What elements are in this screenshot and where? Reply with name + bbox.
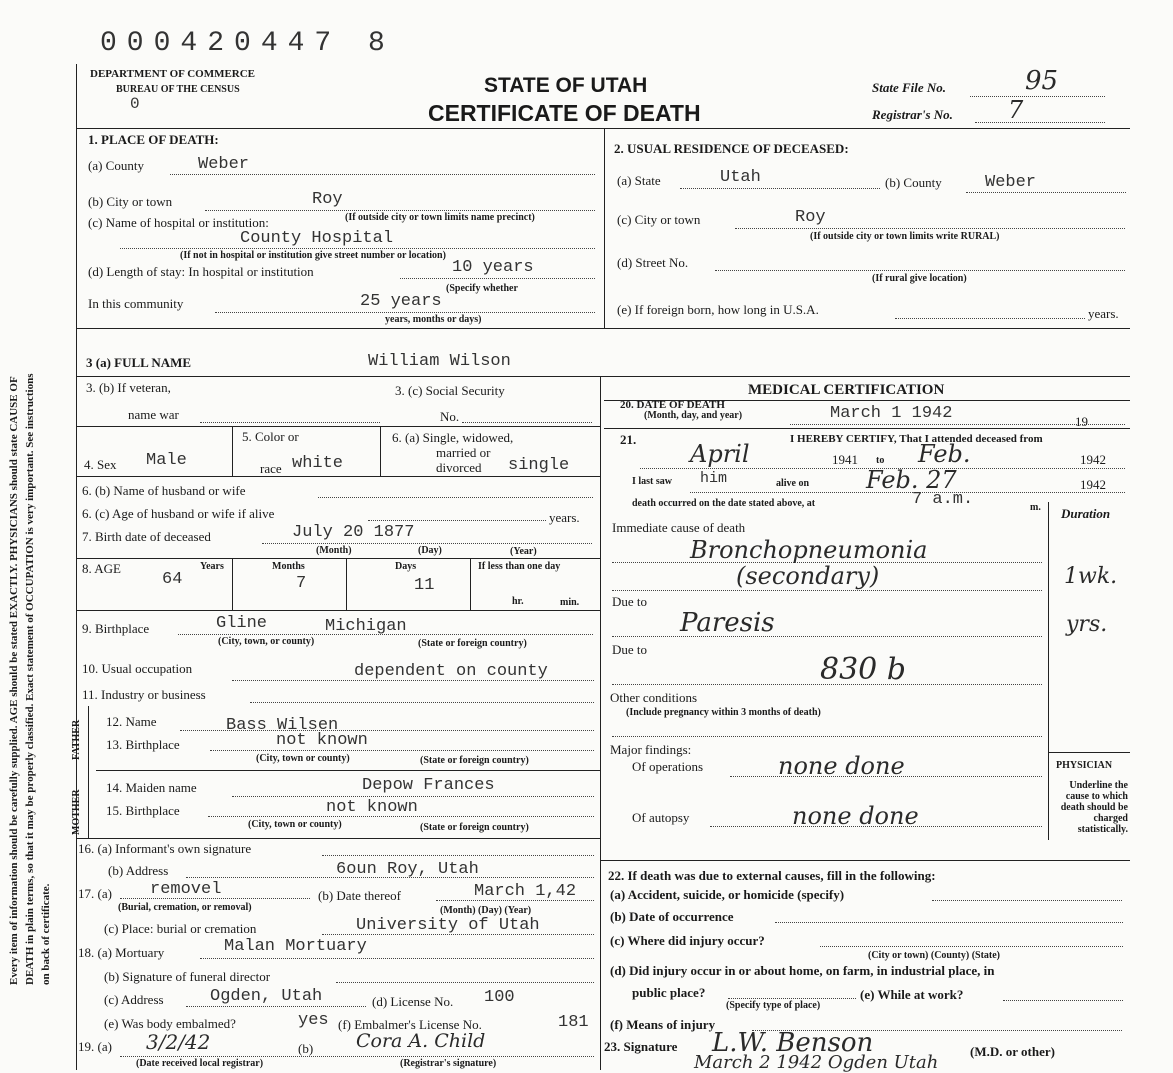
external-f: (f) Means of injury bbox=[610, 1017, 716, 1032]
mortuary-addr-value: Ogden, Utah bbox=[210, 987, 323, 1006]
serial-stamp: 000420447 8 bbox=[100, 28, 395, 59]
marital-label-3: divorced bbox=[436, 460, 482, 475]
marital-value: single bbox=[508, 456, 570, 475]
received-note: (Date received local registrar) bbox=[136, 1058, 264, 1069]
res-years: years. bbox=[1088, 306, 1119, 321]
due2-value: 830 b bbox=[820, 652, 907, 687]
age-years-value: 64 bbox=[162, 570, 183, 589]
war-label: name war bbox=[128, 407, 179, 422]
due1-label: Due to bbox=[612, 594, 648, 609]
side-instructions-2: DEATH in plain terms, so that it may be properly classified. Exact statement of OCCUPATION is very important. See instructions bbox=[24, 373, 36, 985]
mortuary-label: 18. (a) Mortuary bbox=[78, 945, 165, 960]
state-file-label: State File No. bbox=[872, 80, 947, 95]
mother-name-label: 14. Maiden name bbox=[106, 780, 197, 795]
county-label: (a) County bbox=[88, 158, 144, 173]
alive-date: Feb. 27 bbox=[866, 466, 957, 494]
signature-label: 23. Signature bbox=[604, 1039, 678, 1054]
ssn-no: No. bbox=[440, 409, 460, 424]
registrar-signature: Cora A. Child bbox=[356, 1030, 486, 1052]
dept-label: DEPARTMENT OF COMMERCE bbox=[90, 68, 256, 80]
birthplace-state-note: (State or foreign country) bbox=[418, 638, 527, 649]
marital-label-2: married or bbox=[436, 445, 491, 460]
dod-sub: (Month, day, and year) bbox=[644, 410, 743, 421]
occupation-value: dependent on county bbox=[354, 662, 548, 681]
father-name-label: 12. Name bbox=[106, 714, 157, 729]
other-conditions-label: Other conditions bbox=[610, 690, 698, 705]
community-label: In this community bbox=[88, 296, 184, 311]
dod-value: March 1 1942 bbox=[830, 404, 953, 423]
res-county-value: Weber bbox=[985, 173, 1037, 192]
certify-text: I HEREBY CERTIFY, That I attended deceased from bbox=[790, 433, 1043, 445]
informant-addr-value: 6oun Roy, Utah bbox=[336, 860, 479, 879]
hr-label: hr. bbox=[512, 596, 524, 607]
place-title: 1. PLACE OF DEATH: bbox=[88, 132, 219, 147]
father-bp-label: 13. Birthplace bbox=[106, 737, 180, 752]
attended-from: April bbox=[690, 440, 750, 468]
full-name-value: William Wilson bbox=[368, 352, 511, 371]
father-city-note: (City, town or county) bbox=[256, 753, 350, 764]
external-a: (a) Accident, suicide, or homicide (specify) bbox=[610, 887, 845, 902]
less-day-header: If less than one day bbox=[478, 561, 561, 572]
physician-tag: PHYSICIAN bbox=[1056, 760, 1113, 771]
death-time: 7 a.m. bbox=[912, 490, 974, 509]
res-state-label: (a) State bbox=[617, 173, 661, 188]
hospital-sub: (If not in hospital or institution give street number or location) bbox=[180, 250, 446, 261]
side-instructions-1: Every item of information should be carefully supplied. AGE should be stated EXACTLY. PHYSICIANS should state CAUSE OF bbox=[8, 376, 20, 985]
external-d2: public place? bbox=[632, 985, 706, 1000]
autopsy-label: Of autopsy bbox=[632, 810, 690, 825]
external-b: (b) Date of occurrence bbox=[610, 909, 734, 924]
age-months-value: 7 bbox=[296, 574, 307, 593]
mother-tag: MOTHER bbox=[71, 789, 82, 835]
stay-label: (d) Length of stay: In hospital or institution bbox=[88, 264, 314, 279]
mother-city-note: (City, town or county) bbox=[248, 819, 342, 830]
mortuary-value: Malan Mortuary bbox=[224, 937, 367, 956]
external-e: (e) While at work? bbox=[860, 987, 964, 1002]
license-label: (d) License No. bbox=[372, 994, 454, 1009]
due2-label: Due to bbox=[612, 642, 648, 657]
dod-label: 20. DATE OF DEATH bbox=[620, 399, 725, 411]
mother-name-value: Depow Frances bbox=[362, 776, 495, 795]
external-d-note: (Specify type of place) bbox=[726, 1000, 821, 1011]
external-title: 22. If death was due to external causes, fill in the following: bbox=[608, 868, 936, 883]
major-findings-label: Major findings: bbox=[610, 742, 692, 757]
hospital-label: (c) Name of hospital or institution: bbox=[88, 215, 269, 230]
embalmed-label: (e) Was body embalmed? bbox=[104, 1016, 236, 1031]
ssn-label: 3. (c) Social Security bbox=[395, 383, 505, 398]
registrar-value: 7 bbox=[1008, 96, 1024, 124]
registrar-note: (Registrar's signature) bbox=[400, 1058, 497, 1069]
embalmed-value: yes bbox=[298, 1011, 329, 1030]
embalmer-license-label: (f) Embalmer's License No. bbox=[338, 1017, 482, 1032]
state-file-value: 95 bbox=[1025, 66, 1059, 96]
age-days-value: 11 bbox=[414, 576, 435, 595]
side-instructions-3: on back of certificate. bbox=[40, 883, 52, 985]
units-note: years, months or days) bbox=[385, 314, 482, 325]
external-c: (c) Where did injury occur? bbox=[610, 933, 765, 948]
stay-hospital-value: 10 years bbox=[452, 258, 534, 277]
industry-label: 11. Industry or business bbox=[82, 687, 206, 702]
county-value: Weber bbox=[198, 155, 250, 174]
corner-mark: 0 bbox=[130, 95, 140, 113]
him: him bbox=[700, 470, 728, 487]
operations-label: Of operations bbox=[632, 759, 704, 774]
res-state-value: Utah bbox=[720, 168, 761, 187]
duration-1: 1wk. bbox=[1064, 564, 1118, 589]
director-sig-label: (b) Signature of funeral director bbox=[104, 969, 271, 984]
dod-19: 19 bbox=[1075, 414, 1088, 429]
race-label: race bbox=[260, 461, 282, 476]
duration-2: yrs. bbox=[1066, 612, 1108, 637]
state-title: STATE OF UTAH bbox=[484, 74, 648, 97]
attended-from-year: 1941 bbox=[832, 452, 858, 467]
res-city-note: (If outside city or town limits write RURAL) bbox=[810, 231, 1000, 242]
attended-to-year: 1942 bbox=[1080, 452, 1106, 467]
due1-value: Paresis bbox=[680, 608, 775, 638]
birth-month-note: (Month) bbox=[316, 545, 352, 556]
birth-label: 7. Birth date of deceased bbox=[82, 529, 211, 544]
autopsy-value: none done bbox=[792, 802, 919, 830]
signature-md: (M.D. or other) bbox=[970, 1044, 1055, 1059]
mother-state-note: (State or foreign country) bbox=[420, 822, 529, 833]
mother-bp-label: 15. Birthplace bbox=[106, 803, 180, 818]
registrar-label: Registrar's No. bbox=[872, 107, 953, 122]
res-street-label: (d) Street No. bbox=[617, 255, 689, 270]
birthplace-state: Michigan bbox=[325, 617, 407, 636]
attended-to: Feb. bbox=[918, 440, 971, 468]
underline-note: Underline the cause to which death should be charged statistically. bbox=[1060, 780, 1128, 835]
residence-title: 2. USUAL RESIDENCE OF DECEASED: bbox=[614, 141, 849, 156]
disp-date-label: (b) Date thereof bbox=[318, 888, 402, 903]
birth-value: July 20 1877 bbox=[292, 523, 415, 542]
license-value: 100 bbox=[484, 988, 515, 1007]
sex-value: Male bbox=[146, 451, 187, 470]
physician-signature: L.W. Benson bbox=[712, 1028, 874, 1058]
full-name-label: 3 (a) FULL NAME bbox=[86, 355, 192, 370]
cause-2: (secondary) bbox=[736, 562, 880, 590]
res-city-value: Roy bbox=[795, 208, 826, 227]
disposition-label: 17. (a) bbox=[78, 886, 112, 901]
received-b: (b) bbox=[298, 1041, 314, 1056]
birthplace-city: Gline bbox=[216, 614, 268, 633]
spouse-age-label: 6. (c) Age of husband or wife if alive bbox=[82, 506, 275, 521]
res-foreign-label: (e) If foreign born, how long in U.S.A. bbox=[617, 302, 819, 317]
res-city-label: (c) City or town bbox=[617, 212, 701, 227]
hospital-value: County Hospital bbox=[240, 229, 394, 248]
to-label: to bbox=[876, 455, 885, 466]
disposition-value: removel bbox=[150, 880, 222, 899]
informant-addr-label: (b) Address bbox=[108, 863, 169, 878]
sex-label: 4. Sex bbox=[84, 457, 117, 472]
age-months-header: Months bbox=[272, 561, 305, 572]
disposition-note: (Burial, cremation, or removal) bbox=[118, 902, 252, 913]
father-name-value: Bass Wilsen bbox=[226, 716, 339, 735]
father-tag: FATHER bbox=[71, 719, 82, 760]
disp-date-note: (Month) (Day) (Year) bbox=[440, 905, 532, 916]
occurred-label: death occurred on the date stated above, at bbox=[632, 498, 816, 509]
duration-header: Duration bbox=[1061, 506, 1111, 521]
birthplace-label: 9. Birthplace bbox=[82, 621, 150, 636]
signature-bottom: March 2 1942 Ogden Utah bbox=[694, 1052, 939, 1073]
specify-note: (Specify whether bbox=[446, 283, 518, 294]
cause-1: Bronchopneumonia bbox=[690, 536, 928, 564]
age-days-header: Days bbox=[395, 561, 417, 572]
community-value: 25 years bbox=[360, 292, 442, 311]
cause-label: Immediate cause of death bbox=[612, 520, 746, 535]
birth-day-note: (Day) bbox=[418, 545, 442, 556]
informant-sig-label: 16. (a) Informant's own signature bbox=[78, 841, 252, 856]
age-label: 8. AGE bbox=[82, 561, 121, 576]
disp-date-value: March 1,42 bbox=[474, 882, 577, 901]
spouse-label: 6. (b) Name of husband or wife bbox=[82, 483, 246, 498]
external-c-note: (City or town) (County) (State) bbox=[868, 950, 1001, 961]
mortuary-addr-label: (c) Address bbox=[104, 992, 164, 1007]
certify-num: 21. bbox=[620, 432, 637, 447]
embalmer-license-value: 181 bbox=[558, 1013, 589, 1032]
burial-place-value: University of Utah bbox=[356, 916, 540, 935]
operations-value: none done bbox=[778, 752, 905, 780]
veteran-label: 3. (b) If veteran, bbox=[86, 380, 171, 395]
received-value: 3/2/42 bbox=[146, 1030, 211, 1054]
father-state-note: (State or foreign country) bbox=[420, 755, 529, 766]
min-label: min. bbox=[560, 597, 580, 608]
father-bp-value: not known bbox=[276, 731, 368, 750]
time-m: m. bbox=[1030, 502, 1041, 513]
burial-place-label: (c) Place: burial or cremation bbox=[104, 921, 257, 936]
res-county-label: (b) County bbox=[885, 175, 942, 190]
city-label: (b) City or town bbox=[88, 194, 173, 209]
alive-on-label: alive on bbox=[776, 478, 810, 489]
other-conditions-note: (Include pregnancy within 3 months of death) bbox=[626, 707, 821, 718]
spouse-years: years. bbox=[549, 510, 580, 525]
res-street-note: (If rural give location) bbox=[872, 273, 967, 284]
color-label: 5. Color or bbox=[242, 429, 299, 444]
marital-label-1: 6. (a) Single, widowed, bbox=[392, 430, 514, 445]
occupation-label: 10. Usual occupation bbox=[82, 661, 193, 676]
birthplace-city-note: (City, town, or county) bbox=[218, 636, 315, 647]
medical-title: MEDICAL CERTIFICATION bbox=[748, 382, 945, 398]
age-years-header: Years bbox=[200, 561, 224, 572]
external-d: (d) Did injury occur in or about home, on farm, in industrial place, in bbox=[610, 963, 995, 978]
cert-title: CERTIFICATE OF DEATH bbox=[428, 100, 701, 126]
city-value: Roy bbox=[312, 190, 343, 209]
last-saw-label: I last saw bbox=[632, 476, 673, 487]
birth-year-note: (Year) bbox=[510, 546, 537, 557]
hospital-note: (If outside city or town limits name precinct) bbox=[345, 212, 535, 223]
alive-year: 1942 bbox=[1080, 477, 1106, 492]
bureau-label: BUREAU OF THE CENSUS bbox=[116, 84, 240, 95]
race-value: white bbox=[292, 454, 344, 473]
received-label: 19. (a) bbox=[78, 1039, 112, 1054]
mother-bp-value: not known bbox=[326, 798, 418, 817]
